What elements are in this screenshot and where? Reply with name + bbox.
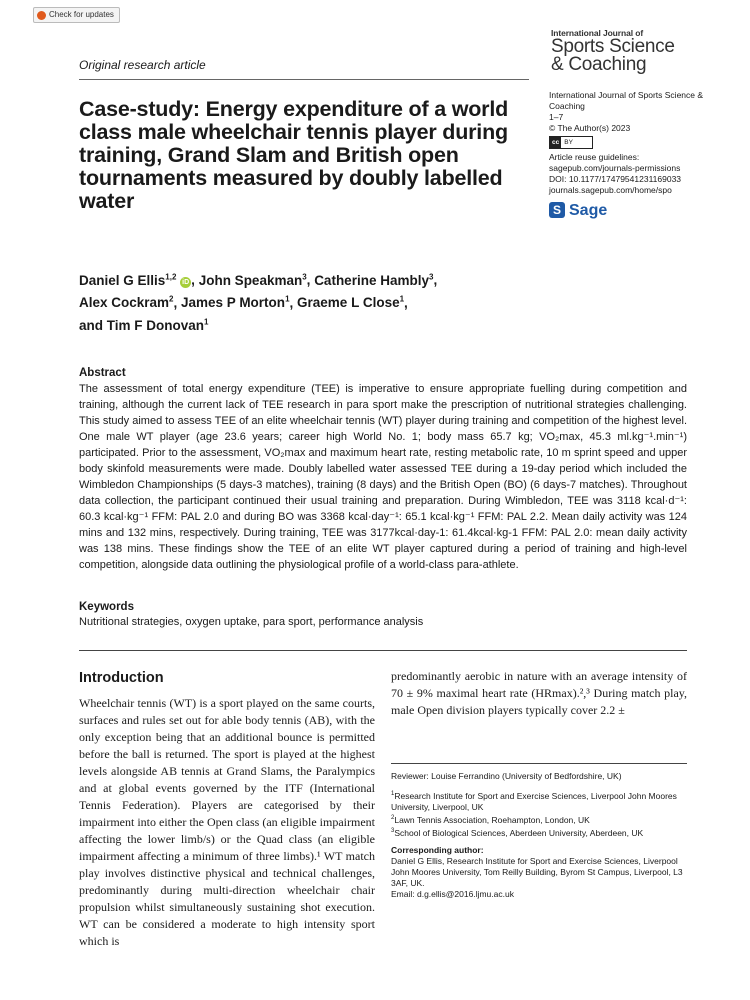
header-divider <box>79 79 529 80</box>
author[interactable]: James P Morton$^1$ <box>181 294 290 310</box>
keywords-heading: Keywords <box>79 601 134 613</box>
author[interactable]: Daniel G Ellis$^{1,2}$ <box>79 272 177 288</box>
introduction-column-2: predominantly aerobic in nature with an average intensity of 70 ± 9% maximal heart rate (HRmax).²,³ During match play, male Open division players typically cover 2.2 ± <box>391 669 687 717</box>
affiliation: $^2$Lawn Tennis Association, Roehampton, London, UK <box>391 814 590 825</box>
publisher-logo <box>549 202 709 218</box>
reviewer-note: Reviewer: Louise Ferrandino (University of Bedfordshire, UK) <box>391 771 622 781</box>
check-for-updates-badge[interactable] <box>33 7 120 23</box>
publisher-name: Sage <box>569 201 608 219</box>
journal-logo-line2: Sports Science <box>551 36 675 57</box>
copyright: © The Author(s) 2023 <box>549 123 631 133</box>
page-range: 1–7 <box>549 112 564 122</box>
article-title: Case-study: Energy expenditure of a world class male wheelchair tennis player during training, Grand Slam and British open tournaments measured by doubly labelled water <box>79 97 509 213</box>
affiliation: $^3$School of Biological Sciences, Aberdeen University, Aberdeen, UK <box>391 827 644 838</box>
author[interactable]: John Speakman$^3$ <box>198 272 307 288</box>
corresponding-email[interactable]: Email: d.g.ellis@2016.ljmu.ac.uk <box>391 889 514 900</box>
abstract-heading: Abstract <box>79 367 126 379</box>
author[interactable]: Catherine Hambly$^3$ <box>314 272 434 288</box>
article-type: Original research article <box>79 58 206 72</box>
footnotes <box>391 771 691 900</box>
affiliation: $^1$Research Institute for Sport and Exercise Sciences, Liverpool John Moores University, Liverpool, UK <box>391 790 677 812</box>
introduction-heading: Introduction <box>79 670 164 686</box>
check-for-updates-label: Check for updates <box>49 10 114 19</box>
author-list: Daniel G Ellis$^{1,2}$ iD , John Speakman$^3$, Catherine Hambly$^3$, Alex Cockram$^2$, James P Morton$^1$, Graeme L Close$^1$, and Tim F Donovan$^1$ <box>79 272 438 333</box>
introduction-column-1: Wheelchair tennis (WT) is a sport played on the same courts, surfaces and rules set out for able body tennis (AB), with the only exception being that an additional bounce is permitted before the ball is returned. The sport is played at the highest levels alongside AB tennis at Grand Slams, the Paralympics and at global events governed by the ITF (International Tennis Federation). Players are categorised by their impairment into either the Open class (an eligible impairment affecting the lower limb/s) or the Quad class (an eligible impairment affecting a minimum of three limbs).¹ WT match play involves distinctive physical and technical challenges, predominantly during multi-direction wheelchair chair propulsion whilst simultaneously sustaining shot execution. WT can be considered a moderate to high intensity sport which is <box>79 696 375 948</box>
sage-icon: S <box>549 202 565 218</box>
journal-name: International Journal of Sports Science & Coaching <box>549 90 704 111</box>
article-meta <box>549 90 709 218</box>
author[interactable]: Graeme L Close$^1$ <box>297 294 405 310</box>
corresponding-text: Daniel G Ellis, Research Institute for Sport and Exercise Sciences, Liverpool John Moores University, Tom Reilly Building, Byrom St Campus, Liverpool, L3 3AF, UK. <box>391 856 683 889</box>
doi-link[interactable]: DOI: 10.1177/17479541231169033 <box>549 174 682 184</box>
cc-license-icon <box>549 136 593 149</box>
journal-logo <box>551 28 701 74</box>
cc-license-part2: BY <box>564 139 573 146</box>
keywords-body: Nutritional strategies, oxygen uptake, para sport, performance analysis <box>79 616 424 628</box>
cc-license-part1: cc <box>552 139 560 146</box>
author[interactable]: Alex Cockram$^2$ <box>79 294 174 310</box>
abstract-body: The assessment of total energy expenditure (TEE) is imperative to ensure appropriate fuelling during competition and training, although the current lack of TEE research in para sport make the prescription of nutritional strategies challenging. This study aimed to assess TEE of an elite wheelchair tennis (WT) player during training and competition of the highest level. One male WT player (age 23.6 years; career high World No. 1; body mass 65.7 kg; VO₂max, 45.3 ml.kg⁻¹.min⁻¹) participated. Prior to the assessment, VO₂max and maximum heart rate, resting metabolic rate, 10 m sprint speed and upper body skinfold measurements were made. Doubly labelled water assessed TEE during a 19-day period which included the Wimbledon Championships (5 days-3 matches), training (8 days) and the British Open (BO) (6 days-7 matches). Throughout data collection, the participant continued their usual training and preparation. During Wimbledon, TEE was 3118 kcal·d⁻¹: 60.3 kcal·kg⁻¹ FFM: PAL 2.0 and during BO was 3368 kcal·day⁻¹: 65.1 kcal·kg⁻¹ FFM: PAL 2.2. Mean daily activity was 124 mins and 132 mins, respectively. During training, TEE was 3177kcal·day-1: 61.4kcal·kg-1 FFM: PAL 2.0: mean daily activity was 138 mins. These findings show the TEE of an elite WT player captured during a period of training and high-level competition, alongside data outlining the physiological profile of a world-class para-athlete. <box>79 383 687 571</box>
journal-link[interactable]: journals.sagepub.com/home/spo <box>549 185 672 195</box>
journal-logo-line3: & Coaching <box>551 54 647 75</box>
crossmark-icon <box>37 11 46 20</box>
orcid-icon[interactable]: iD <box>182 278 190 286</box>
author[interactable]: and Tim F Donovan$^1$ <box>79 317 209 333</box>
reuse-link[interactable]: sagepub.com/journals-permissions <box>549 163 681 173</box>
footnote-divider <box>391 763 687 764</box>
journal-logo-line1: International Journal of <box>551 28 644 38</box>
reuse-label: Article reuse guidelines: <box>549 152 640 162</box>
corresponding-label: Corresponding author: <box>391 845 484 856</box>
section-divider <box>79 650 687 651</box>
